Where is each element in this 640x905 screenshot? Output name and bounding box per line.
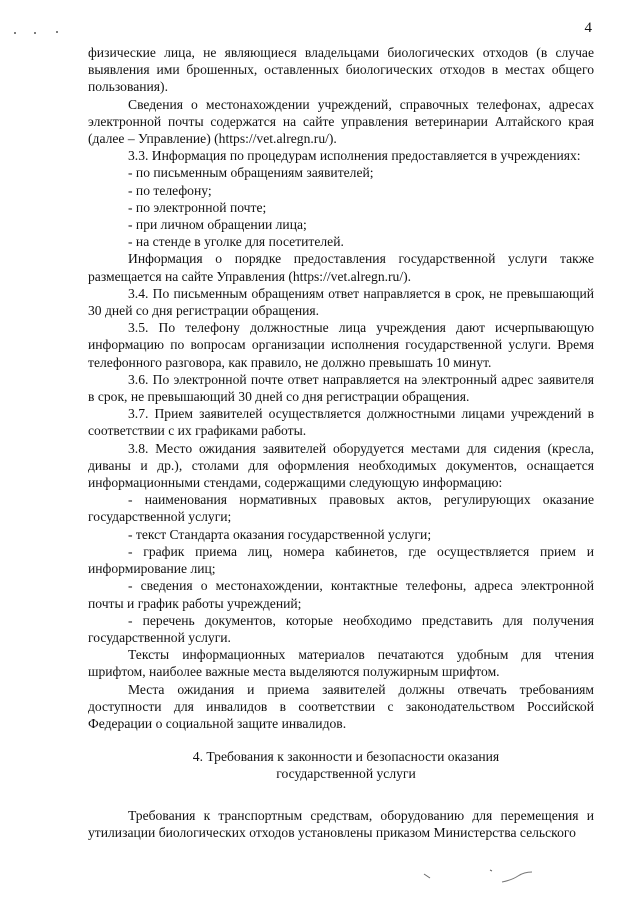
list-item: - график приема лиц, номера кабинетов, где осуществляется прием и информирование лиц;: [88, 543, 594, 577]
paragraph: Сведения о местонахождении учреждений, справочных телефонах, адресах электронной почты содержатся на сайте управления ветеринарии Алтайского края (далее – Управление) (https://vet.alregn.ru/).: [88, 96, 594, 147]
list-item: - при личном обращении лица;: [128, 217, 307, 233]
paragraph: Информация о порядке предоставления государственной услуги также размещается на сайте Управления (https://vet.alregn.ru/).: [88, 251, 594, 284]
section-heading-line: 4. Требования к законности и безопасности оказания: [192, 749, 500, 765]
paragraph: Требования к транспортным средствам, оборудованию для перемещения и утилизации биологических отходов установлены приказом Министерства сельского: [88, 807, 594, 840]
paragraph: 3.3. Информация по процедурам исполнения предоставляется в учреждениях:: [128, 148, 581, 164]
paragraph: 3.4. По письменным обращениям ответ направляется в срок, не превышающий 30 дней со дня регистрации обращения.: [88, 285, 594, 319]
section-heading: [88, 748, 594, 782]
paragraph: Места ожидания и приема заявителей должны отвечать требованиям доступности для инвалидов в соответствии с законодательством Российской Федерации о социальной защите инвалидов.: [88, 681, 594, 731]
scan-mark: [14, 32, 16, 34]
paragraph: 3.6. По электронной почте ответ направляется на электронный адрес заявителя в срок, не превышающий 30 дней со дня регистрации обращения.: [88, 371, 594, 405]
list-item: - текст Стандарта оказания государственной услуги;: [128, 526, 432, 542]
list-item: - по электронной почте;: [128, 199, 267, 215]
paragraph: 3.5. По телефону должностные лица учреждения дают исчерпывающую информацию по вопросам организации исполнения государственной услуги. Время телефонного разговора, как правило, не должно превышать 10 минут.: [88, 320, 594, 370]
scan-squiggle-mark: [420, 868, 540, 888]
document-body: [88, 44, 594, 841]
paragraph: Тексты информационных материалов печатаются удобным для чтения шрифтом, наиболее важные места выделяются полужирным шрифтом.: [88, 647, 594, 680]
section-heading-line: государственной услуги: [276, 766, 416, 782]
list-item: - перечень документов, которые необходимо представить для получения государственной услуги.: [88, 612, 594, 645]
page-number: 4: [584, 20, 592, 36]
list-item: - на стенде в уголке для посетителей.: [128, 234, 344, 250]
list-item: - наименования нормативных правовых актов, регулирующих оказание государственной услуги;: [88, 492, 594, 525]
list-item: - по телефону;: [128, 182, 212, 198]
list-item: - по письменным обращениям заявителей;: [128, 165, 374, 181]
scan-mark: [56, 31, 58, 33]
paragraph: физические лица, не являющиеся владельцами биологических отходов (в случае выявления ими брошенных, оставленных биологических отходов в местах общего пользования).: [88, 45, 594, 95]
list-item: - сведения о местонахождении, контактные телефоны, адреса электронной почты и график работы учреждений;: [88, 578, 594, 611]
scan-mark: [34, 32, 36, 34]
paragraph: 3.8. Место ожидания заявителей оборудуется местами для сидения (кресла, диваны и др.), столами для оформления необходимых документов, оснащается информационными стендами, содержащими следующую информацию:: [88, 440, 594, 491]
paragraph: 3.7. Прием заявителей осуществляется должностными лицами учреждений в соответствии с их графиками работы.: [88, 406, 594, 439]
